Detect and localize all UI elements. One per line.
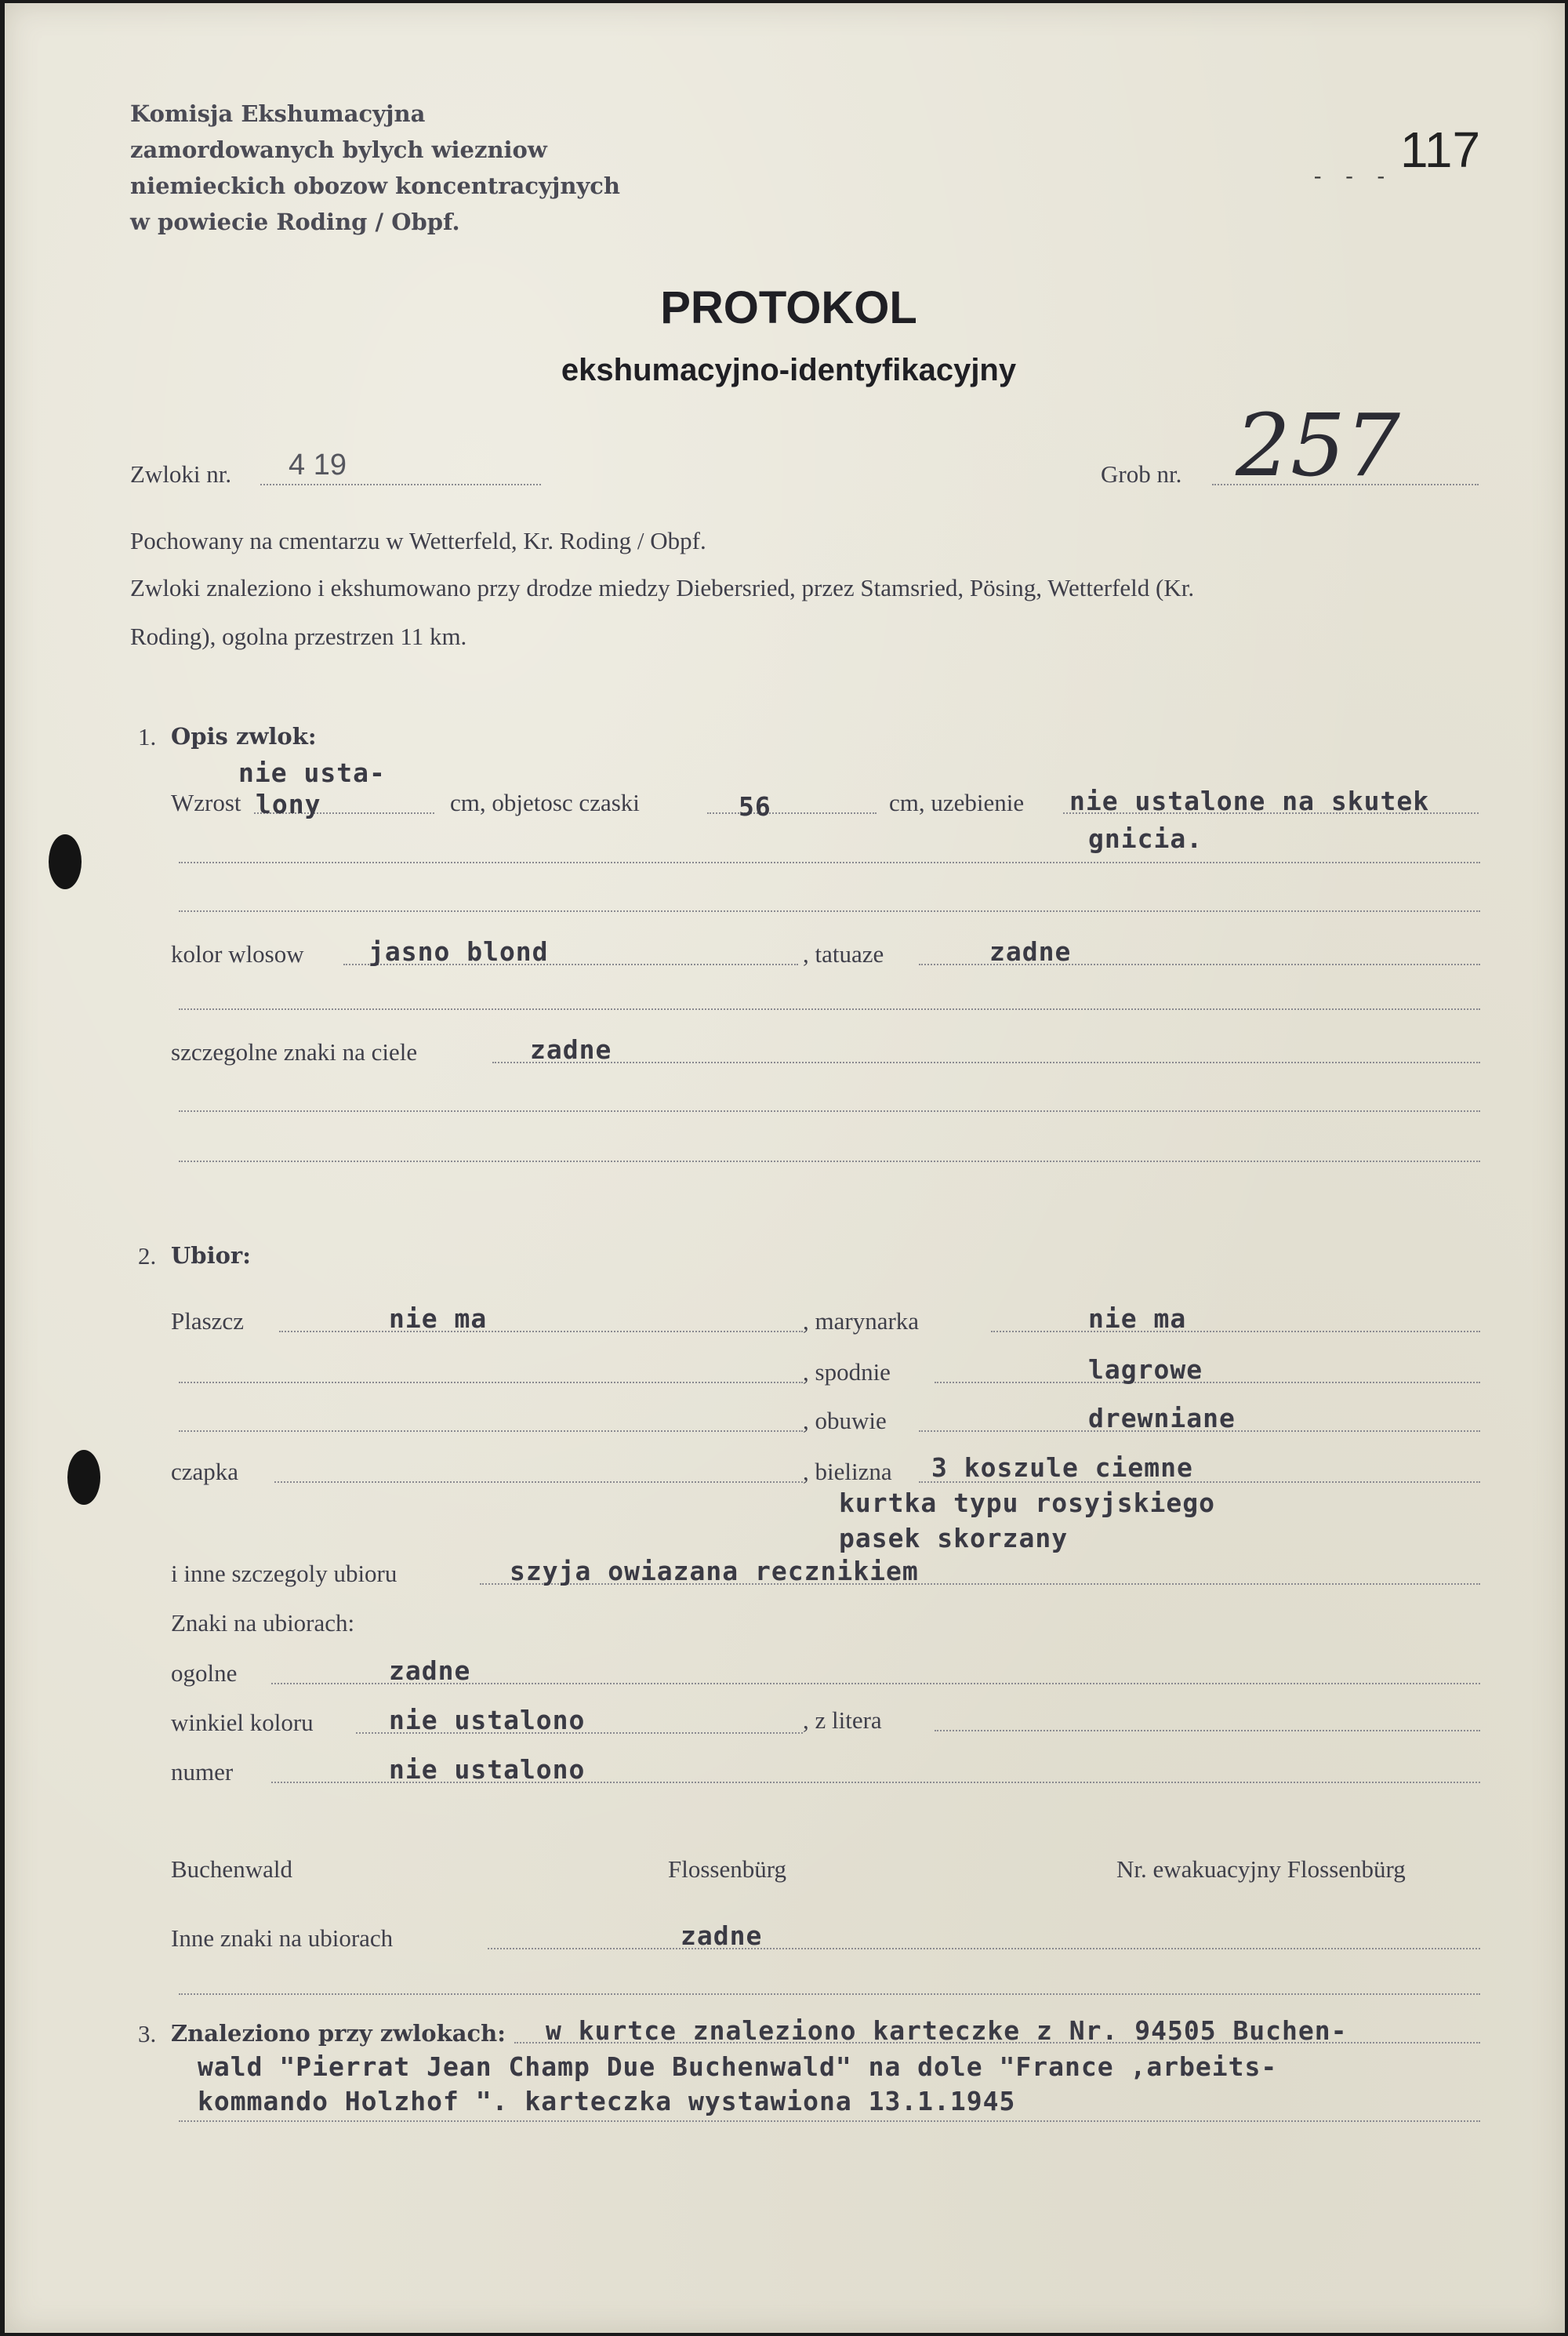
obuwie-left-line xyxy=(179,1430,803,1432)
buchenwald-label: Buchenwald xyxy=(171,1855,292,1883)
czapka-label: czapka xyxy=(171,1458,239,1485)
zwloki-dotted-line xyxy=(260,484,541,485)
zwloki-label: Zwloki nr. xyxy=(130,460,232,488)
section2-heading: Ubior: xyxy=(171,1242,251,1269)
bielizna-label: , bielizna xyxy=(803,1458,892,1485)
plaszcz-value: nie ma xyxy=(389,1303,488,1334)
znaki-ubiorach-heading: Znaki na ubiorach: xyxy=(171,1609,355,1637)
spodnie-left-line xyxy=(179,1382,803,1383)
page-number: 117 xyxy=(1400,122,1481,178)
czaska-value: 56 xyxy=(739,791,771,822)
litera-dotted-line xyxy=(935,1730,1480,1731)
section3-line2: wald "Pierrat Jean Champ Due Buchenwald" na dole "France ,arbeits- xyxy=(198,2051,1278,2082)
inne-znaki-dotted-line xyxy=(488,1948,1480,1949)
blank-line-6 xyxy=(179,1993,1480,1995)
cm-objetosc-label: cm, objetosc czaski xyxy=(450,789,640,816)
obuwie-label: , obuwie xyxy=(803,1407,887,1434)
marynarka-value: nie ma xyxy=(1088,1303,1187,1334)
header-line-2: zamordowanych bylych wiezniow xyxy=(130,136,547,163)
ogolne-label: ogolne xyxy=(171,1659,238,1687)
intro-line-3: Roding), ogolna przestrzen 11 km. xyxy=(130,623,467,650)
inne-szczegoly-label: i inne szczegoly ubioru xyxy=(171,1560,397,1587)
blank-line-4 xyxy=(179,1110,1480,1112)
numer-value: nie ustalono xyxy=(389,1754,586,1785)
section3-line1: w kurtce znaleziono karteczke z Nr. 94505 Buchen- xyxy=(546,2015,1348,2046)
plaszcz-label: Plaszcz xyxy=(171,1307,244,1335)
cm-uzebienie-label: cm, uzebienie xyxy=(889,789,1025,816)
kolor-value: jasno blond xyxy=(368,936,549,967)
obuwie-value: drewniane xyxy=(1088,1403,1236,1433)
blank-line-2 xyxy=(179,910,1480,912)
winkiel-value: nie ustalono xyxy=(389,1705,586,1735)
litera-label: , z litera xyxy=(803,1706,882,1734)
ubior-extra-line1: kurtka typu rosyjskiego xyxy=(839,1488,1215,1518)
zwloki-value: 4 19 xyxy=(289,449,347,481)
inne-szczegoly-value: szyja owiazana recznikiem xyxy=(510,1556,919,1586)
inne-znaki-value: zadne xyxy=(681,1920,763,1951)
blank-line-5 xyxy=(179,1161,1480,1162)
header-line-3: niemieckich obozow koncentracyjnych xyxy=(130,173,621,199)
bielizna-value: 3 koszule ciemne xyxy=(931,1452,1193,1483)
intro-line-1: Pochowany na cmentarzu w Wetterfeld, Kr. Roding / Obpf. xyxy=(130,527,706,554)
flossenburg-label: Flossenbürg xyxy=(668,1855,787,1883)
blank-line-3 xyxy=(179,1008,1480,1010)
znaki-value: zadne xyxy=(530,1034,612,1065)
uzebienie-value-line2: gnicia. xyxy=(1088,823,1203,854)
document-page xyxy=(5,3,1565,2333)
winkiel-label: winkiel koloru xyxy=(171,1709,314,1736)
kolor-label: kolor wlosow xyxy=(171,940,304,968)
marynarka-dotted-line xyxy=(991,1331,1480,1332)
section3-line3-rule xyxy=(179,2120,1480,2122)
znaki-label: szczegolne znaki na ciele xyxy=(171,1038,418,1066)
section1-heading: Opis zwlok: xyxy=(171,723,317,750)
spodnie-label: , spodnie xyxy=(803,1358,891,1386)
plaszcz-dotted-line xyxy=(279,1331,803,1332)
section3-heading: Znaleziono przy zwlokach: xyxy=(171,2020,506,2047)
grob-label: Grob nr. xyxy=(1101,460,1182,488)
czaska-dotted-line xyxy=(707,812,877,814)
ewakuacyjny-label: Nr. ewakuacyjny Flossenbürg xyxy=(1116,1855,1406,1883)
uzebienie-value-line1: nie ustalone na skutek xyxy=(1069,786,1430,816)
page-number-dashes: - - - xyxy=(1314,164,1394,188)
section3-line3: kommando Holzhof ". karteczka wystawiona 13.1.1945 xyxy=(198,2086,1016,2116)
wzrost-value-line1: nie usta- xyxy=(238,757,386,788)
section1-number: 1. xyxy=(138,723,157,750)
punch-hole-top xyxy=(49,834,82,889)
section2-number: 2. xyxy=(138,1242,157,1270)
wzrost-label: Wzrost xyxy=(171,789,241,816)
grob-value: 257 xyxy=(1236,395,1400,496)
section3-number: 3. xyxy=(138,2020,157,2047)
ogolne-value: zadne xyxy=(389,1655,471,1686)
header-line-1: Komisja Ekshumacyjna xyxy=(130,100,426,127)
document-subtitle: ekshumacyjno-identyfikacyjny xyxy=(561,353,1017,387)
header-line-4: w powiecie Roding / Obpf. xyxy=(130,209,460,235)
spodnie-dotted-line xyxy=(935,1382,1480,1383)
intro-line-2: Zwloki znaleziono i ekshumowano przy drodze miedzy Diebersried, przez Stamsried, Pösing, Wetterfeld (Kr. xyxy=(130,574,1195,601)
punch-hole-bottom xyxy=(67,1450,100,1505)
wzrost-value-line2: lony xyxy=(256,789,321,819)
blank-line-1 xyxy=(179,862,1480,863)
spodnie-value: lagrowe xyxy=(1088,1354,1203,1385)
marynarka-label: , marynarka xyxy=(803,1307,920,1335)
document-title: PROTOKOL xyxy=(660,282,917,333)
numer-label: numer xyxy=(171,1758,234,1786)
inne-znaki-label: Inne znaki na ubiorach xyxy=(171,1924,394,1952)
znaki-dotted-line xyxy=(492,1062,1480,1063)
commission-header xyxy=(130,96,620,240)
tatuaze-label: , tatuaze xyxy=(803,940,884,968)
tatuaze-value: zadne xyxy=(989,936,1072,967)
czapka-dotted-line xyxy=(274,1481,803,1483)
ubior-extra-line2: pasek skorzany xyxy=(839,1523,1069,1553)
